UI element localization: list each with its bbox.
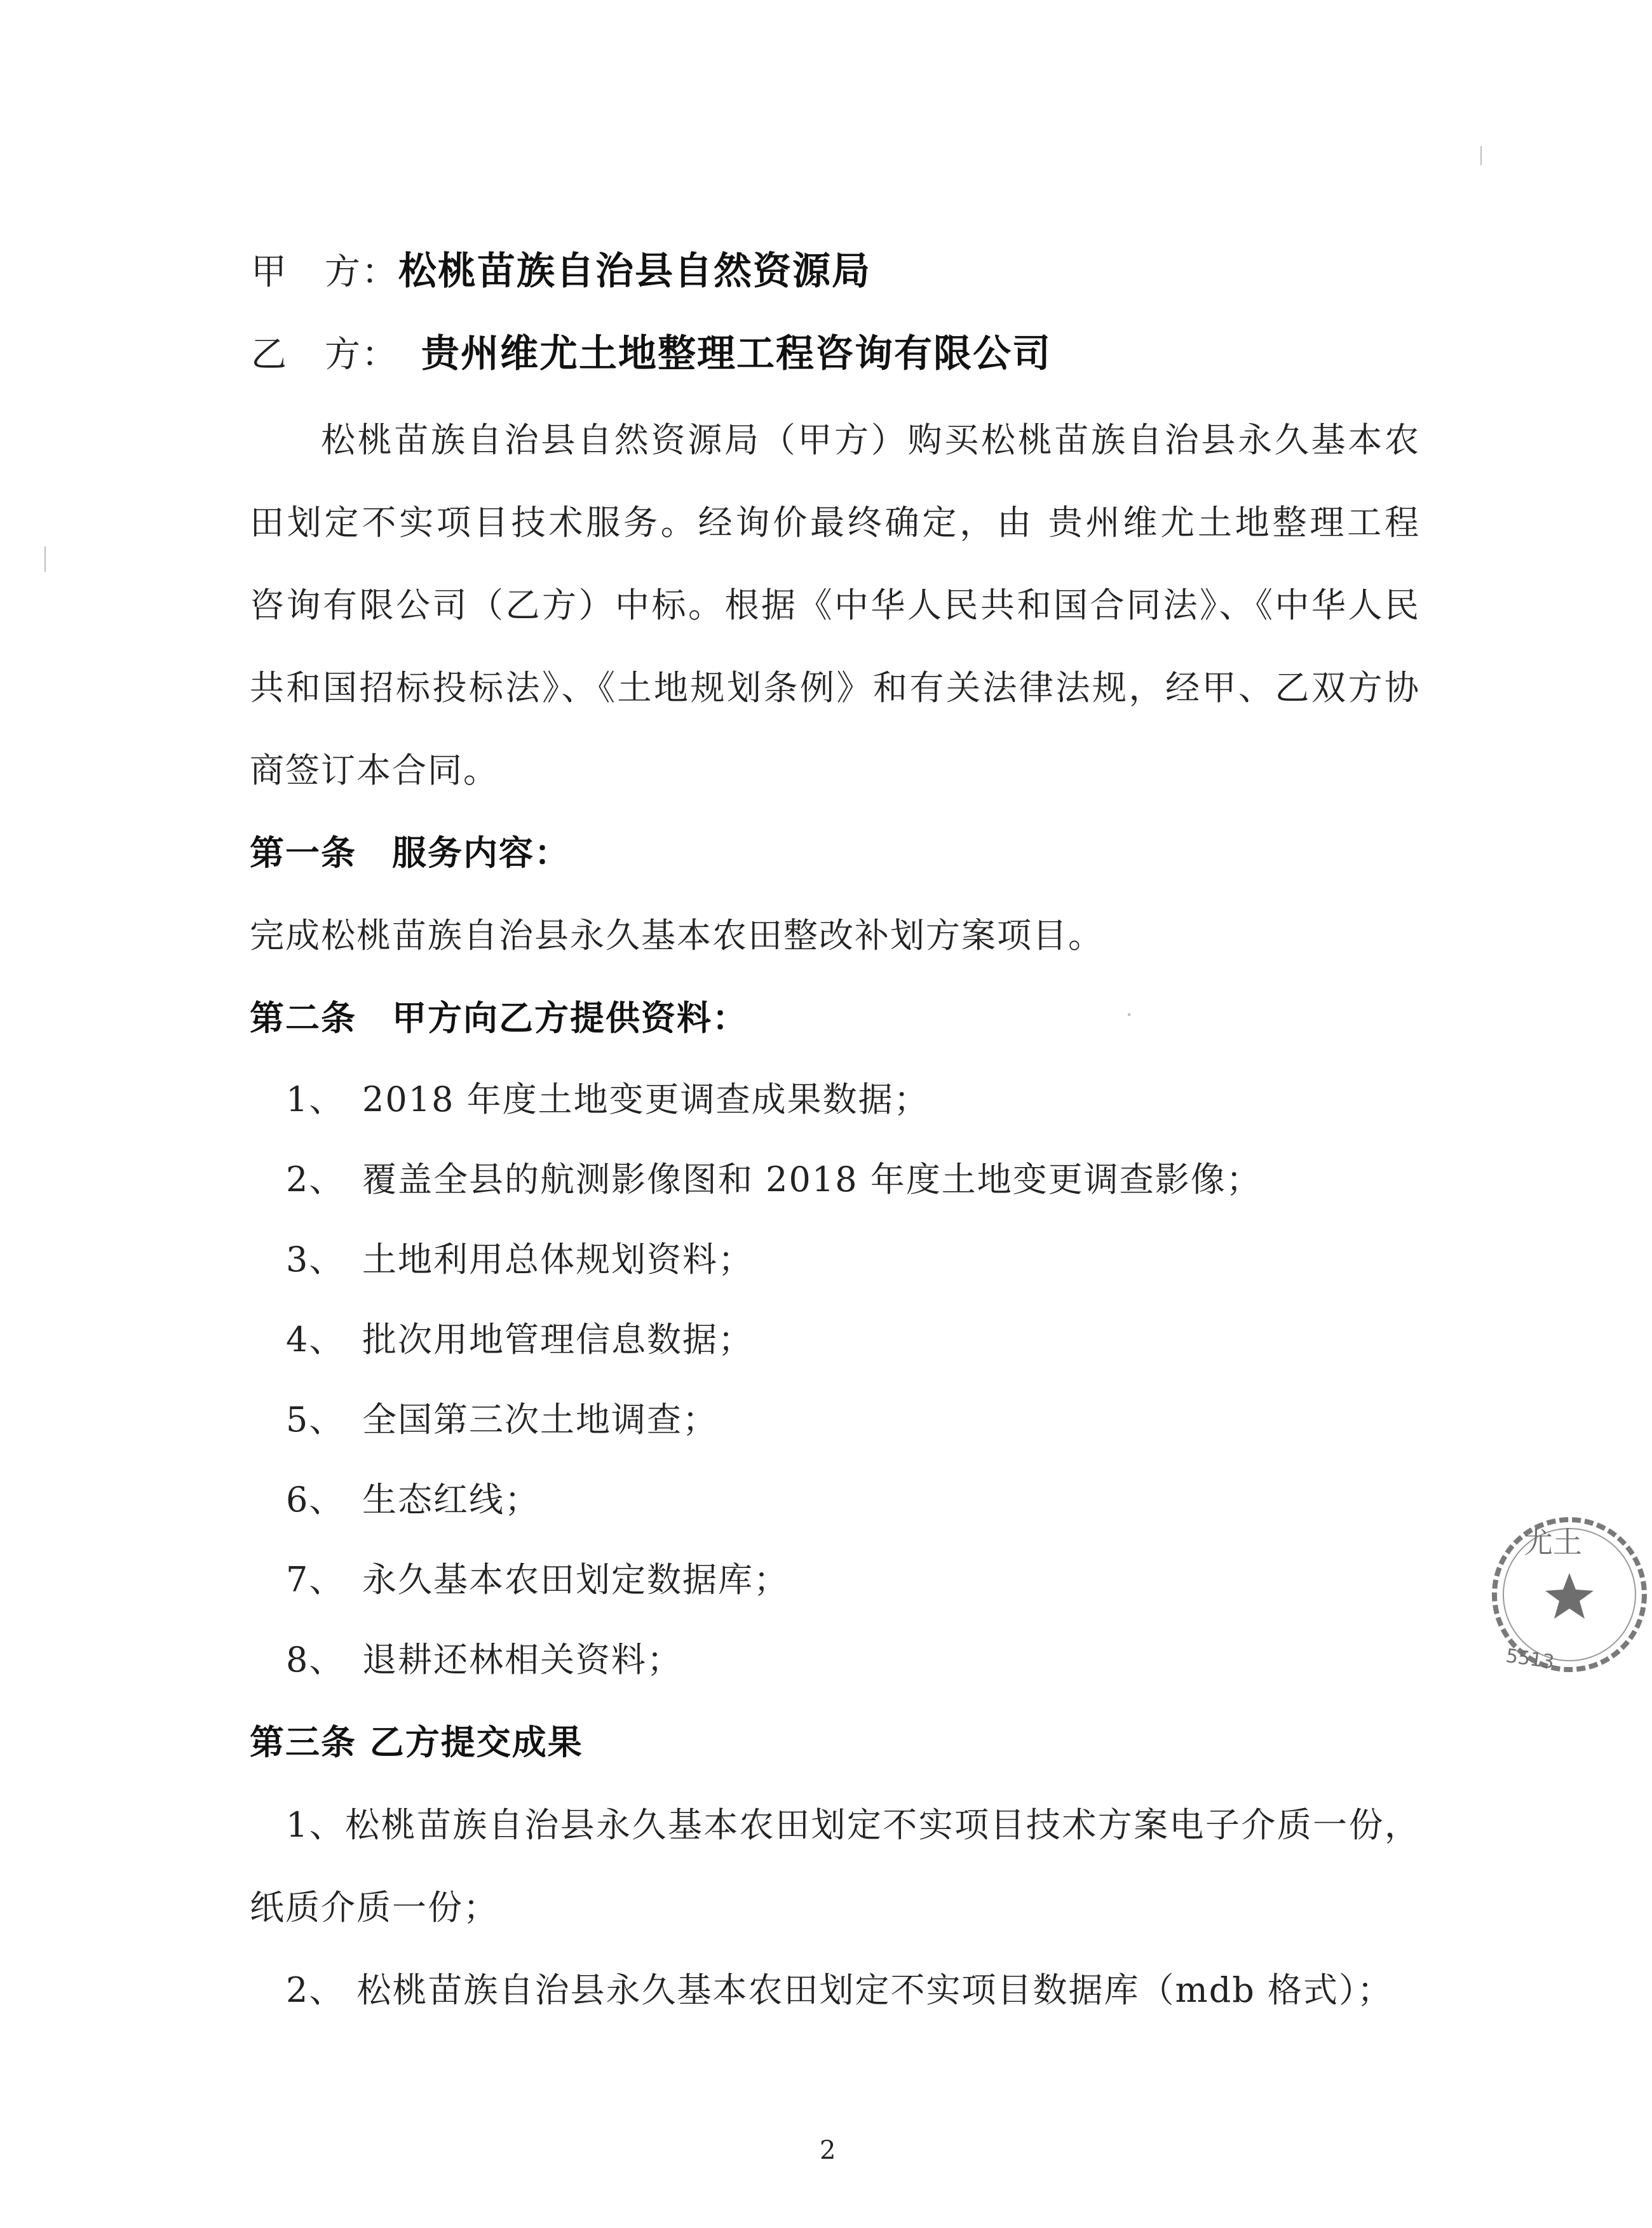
list-item bbox=[286, 1638, 682, 1682]
list-item-number: 8、 bbox=[286, 1640, 345, 1680]
party-a-name: 松桃苗族自治县自然资源局 bbox=[398, 249, 871, 294]
list-item-text: 覆盖全县的航测影像图和 2018 年度土地变更调查影像； bbox=[362, 1159, 1262, 1199]
article-3-item-1-line-1: 1、松桃苗族自治县永久基本农田划定不实项目技术方案电子介质一份， bbox=[286, 1805, 1420, 1845]
scan-mark bbox=[1128, 1013, 1130, 1016]
scan-mark bbox=[1480, 146, 1482, 165]
list-item-number: 2、 bbox=[286, 1159, 345, 1199]
intro-line-3: 咨询有限公司（乙方）中标。根据《中华人民共和国合同法》、《中华人民 bbox=[250, 585, 1420, 625]
list-item-number: 1、 bbox=[286, 1079, 345, 1119]
list-item-number: 6、 bbox=[286, 1480, 345, 1520]
article-3-item-2: 2、 松桃苗族自治县永久基本农田划定不实项目数据库（mdb 格式）； bbox=[286, 1970, 1393, 2010]
scan-mark bbox=[44, 546, 46, 572]
list-item bbox=[286, 1158, 1262, 1202]
list-item-text: 全国第三次土地调查； bbox=[362, 1400, 718, 1440]
party-a-label: 甲 方： bbox=[251, 252, 398, 293]
intro-line-1: 松桃苗族自治县自然资源局（甲方）购买松桃苗族自治县永久基本农 bbox=[321, 420, 1420, 460]
list-item-number: 5、 bbox=[286, 1400, 345, 1440]
article-2-heading: 第二条 甲方向乙方提供资料： bbox=[250, 998, 748, 1038]
list-item-number: 7、 bbox=[286, 1560, 345, 1600]
list-item bbox=[286, 1558, 789, 1602]
article-1-heading: 第一条 服务内容： bbox=[250, 833, 570, 873]
list-item-number: 4、 bbox=[286, 1320, 345, 1360]
list-item bbox=[286, 1478, 540, 1522]
article-3-item-1-line-2: 纸质介质一份； bbox=[250, 1887, 499, 1928]
party-b-label: 乙 方： bbox=[251, 334, 398, 375]
list-item-text: 土地利用总体规划资料； bbox=[362, 1239, 754, 1279]
list-item-text: 批次用地管理信息数据； bbox=[362, 1320, 754, 1360]
party-b-line bbox=[251, 332, 1052, 377]
article-3-heading: 第三条 乙方提交成果 bbox=[250, 1722, 583, 1762]
list-item bbox=[286, 1077, 930, 1122]
list-item bbox=[286, 1238, 754, 1282]
list-item bbox=[286, 1318, 754, 1362]
party-a-line bbox=[251, 249, 871, 295]
list-item-text: 退耕还林相关资料； bbox=[362, 1640, 682, 1680]
seal-top-text: 尤土 bbox=[1524, 1525, 1582, 1560]
list-item-number: 3、 bbox=[286, 1239, 345, 1279]
page-number: 2 bbox=[820, 2136, 836, 2165]
list-item-text: 永久基本农田划定数据库； bbox=[362, 1560, 789, 1600]
intro-line-2: 田划定不实项目技术服务。经询价最终确定，由 贵州维尤土地整理工程 bbox=[250, 503, 1420, 543]
seal-bottom-text: 5513 bbox=[1504, 1644, 1556, 1674]
intro-line-4: 共和国招标投标法》、《土地规划条例》和有关法律法规，经甲、乙双方协 bbox=[250, 668, 1420, 708]
list-item-text: 2018 年度土地变更调查成果数据； bbox=[362, 1079, 930, 1119]
intro-line-5: 商签订本合同。 bbox=[250, 750, 499, 790]
company-seal-icon bbox=[1487, 1512, 1652, 1677]
list-item bbox=[286, 1398, 718, 1442]
party-b-name: 贵州维尤土地整理工程咨询有限公司 bbox=[421, 332, 1052, 376]
article-1-body: 完成松桃苗族自治县永久基本农田整改补划方案项目。 bbox=[250, 915, 1104, 955]
list-item-text: 生态红线； bbox=[362, 1480, 540, 1520]
